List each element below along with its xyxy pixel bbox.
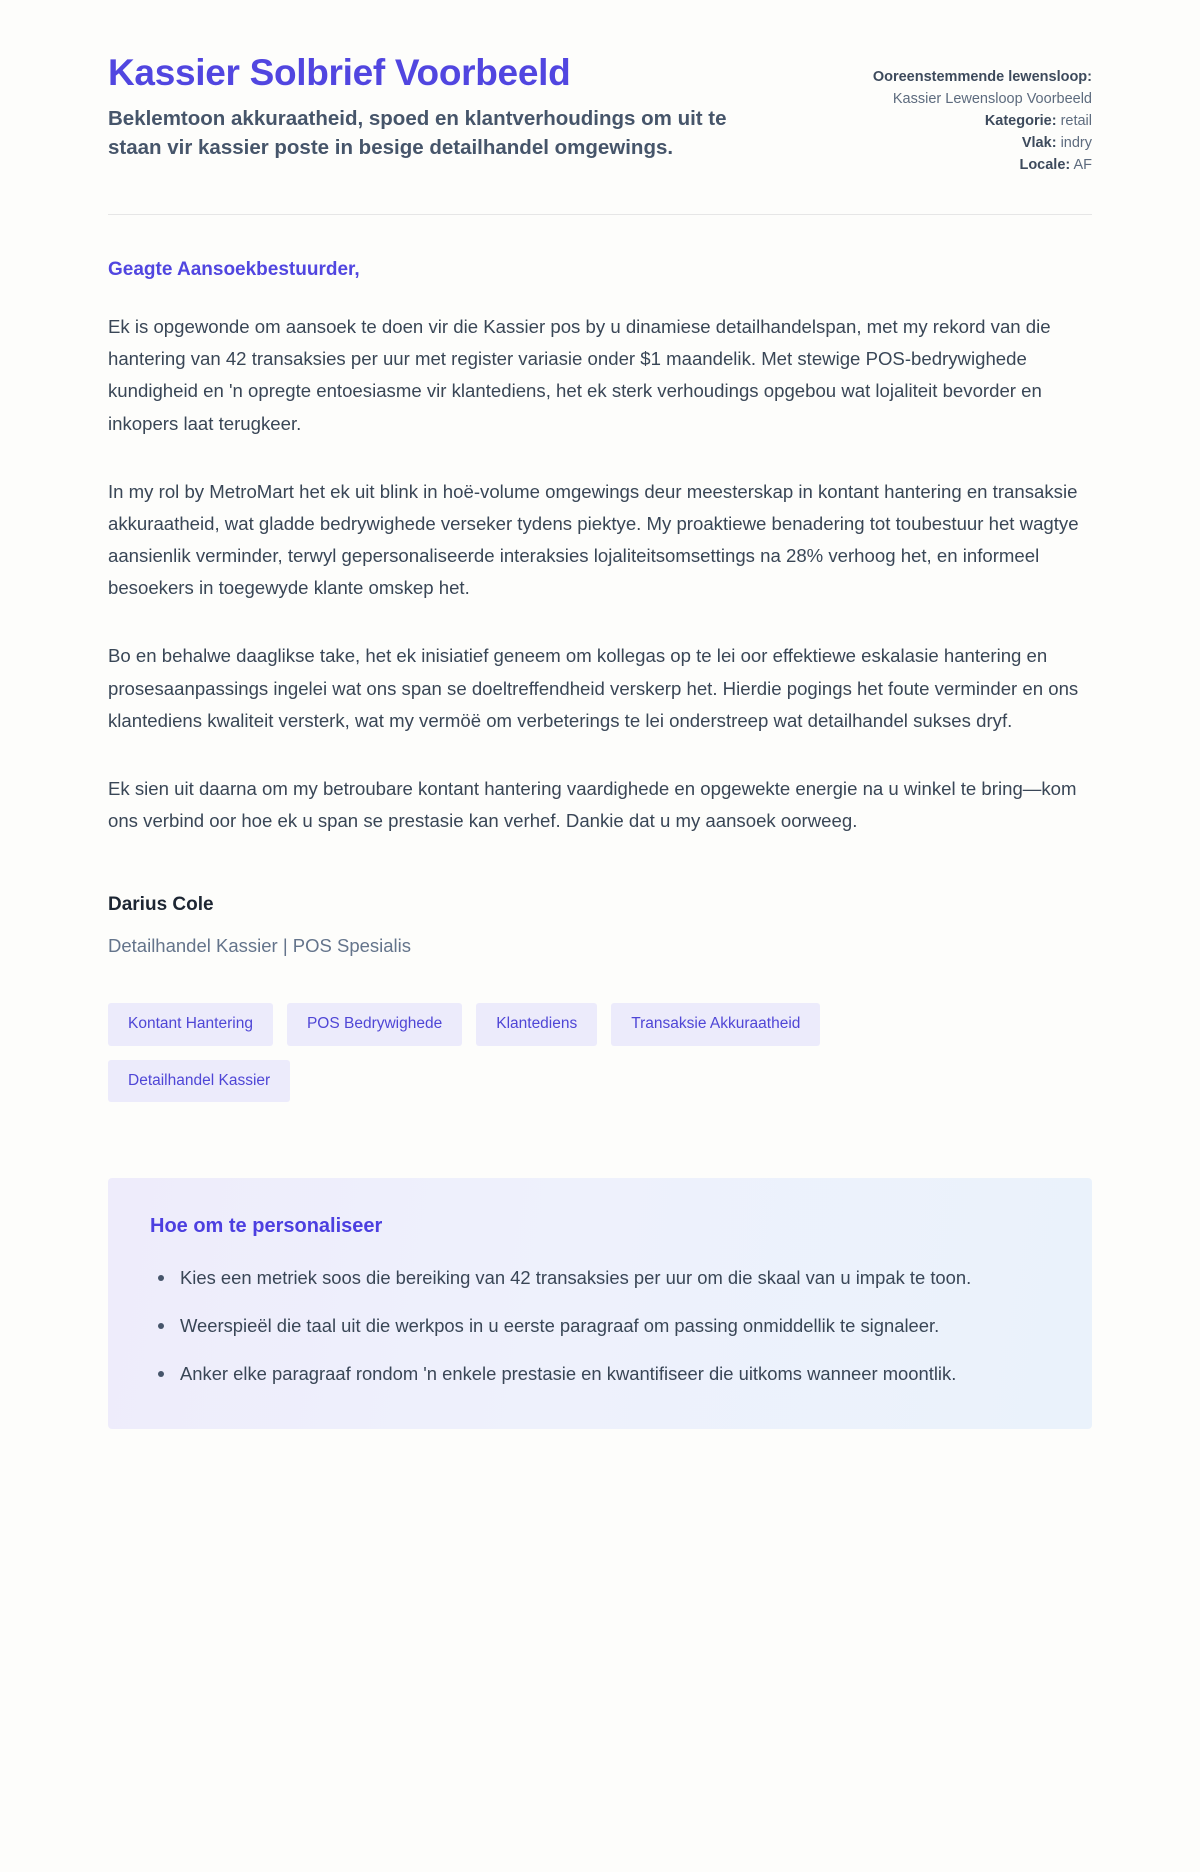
page-title: Kassier Solbrief Voorbeeld — [108, 52, 571, 93]
document-header — [108, 52, 1092, 176]
letter-salutation: Geagte Aansoekbestuurder, — [108, 259, 360, 281]
skill-tag[interactable]: Detailhandel Kassier — [108, 1060, 290, 1103]
metadata-value: retail — [1060, 113, 1092, 130]
metadata-value: indry — [1060, 135, 1092, 152]
skill-tag[interactable]: Kontant Hantering — [108, 1003, 273, 1046]
header-title-block — [108, 52, 768, 163]
metadata-value: Kassier Lewensloop Voorbeeld — [892, 91, 1092, 108]
list-item: Weerspieël die taal uit die werkpos in u eerste paragraaf om passing onmiddellik te signaleer. — [176, 1310, 1050, 1342]
tips-title: Hoe om te personaliseer — [150, 1215, 383, 1238]
document-metadata — [862, 52, 1092, 176]
metadata-row-locale — [862, 154, 1092, 176]
metadata-label: Locale: — [1019, 157, 1071, 174]
metadata-row-matching-resume — [862, 66, 1092, 110]
metadata-value: AF — [1073, 157, 1092, 174]
signature-role: Detailhandel Kassier | POS Spesialis — [108, 934, 412, 956]
skill-tag-list — [108, 1003, 928, 1102]
skill-tag[interactable]: Transaksie Akkuraatheid — [611, 1003, 820, 1046]
metadata-label: Kategorie: — [984, 113, 1057, 130]
personalization-tips-panel — [108, 1178, 1092, 1429]
metadata-label: Ooreenstemmende lewensloop: — [872, 69, 1092, 85]
tips-list — [150, 1262, 1050, 1389]
letter-paragraph-1: Ek is opgewonde om aansoek te doen vir die Kassier pos by u dinamiese detailhandelspan, met my rekord van die hantering van 42 transaksies per uur met register variasie onder $1 maandelik. Met stewige POS-bedrywighede kundigheid en 'n opregte entoesiasme vir klantediens, het ek sterk verhoudings opgebou wat lojaliteit bevorder en inkopers laat terugkeer. — [108, 316, 1051, 434]
signature-block — [108, 891, 1092, 959]
list-item: Anker elke paragraaf rondom 'n enkele prestasie en kwantifiseer die uitkoms wanneer moontlik. — [176, 1358, 1050, 1390]
letter-paragraph-2: In my rol by MetroMart het ek uit blink in hoë-volume omgewings deur meesterskap in kontant hantering en transaksie akkuraatheid, wat gladde bedrywighede verseker tydens piektye. My proaktiewe benadering tot toubestuur het wagtye aansienlik verminder, terwyl gepersonaliseerde interaksies lojaliteitsomsettings na 28% verhoog het, en informeel besoekers in toegewyde klante omskep het. — [108, 480, 1079, 599]
letter-paragraph-3: Bo en behalwe daaglikse take, het ek inisiatief geneem om kollegas op te lei oor effektiewe eskalasie hantering en prosesaanpassings ingelei wat ons span se doeltreffendheid verskerp het. Hierdie pogings het foute verminder en ons klantediens kwaliteit versterk, wat my vermöë om verbeterings te lei onderstreep wat detailhandel sukses dryf. — [108, 645, 1079, 731]
letter-paragraph-4: Ek sien uit daarna om my betroubare kontant hantering vaardighede en opgewekte energie na u winkel te bring—kom ons verbind oor hoe ek u span se prestasie kan verhef. Dankie dat u my aansoek oorweeg. — [108, 777, 1077, 832]
page-subtitle: Beklemtoon akkuraatheid, spoed en klantverhoudings om uit te staan vir kassier poste in besige detailhandel omgewings. — [108, 106, 727, 160]
metadata-label: Vlak: — [1021, 135, 1057, 152]
skill-tag[interactable]: Klantediens — [476, 1003, 597, 1046]
metadata-row-level — [862, 132, 1092, 154]
metadata-row-category — [862, 110, 1092, 132]
skill-tag[interactable]: POS Bedrywighede — [287, 1003, 462, 1046]
signature-name: Darius Cole — [108, 894, 214, 916]
cover-letter-body — [108, 215, 1092, 837]
list-item: Kies een metriek soos die bereiking van 42 transaksies per uur om die skaal van u impak te toon. — [176, 1262, 1050, 1294]
